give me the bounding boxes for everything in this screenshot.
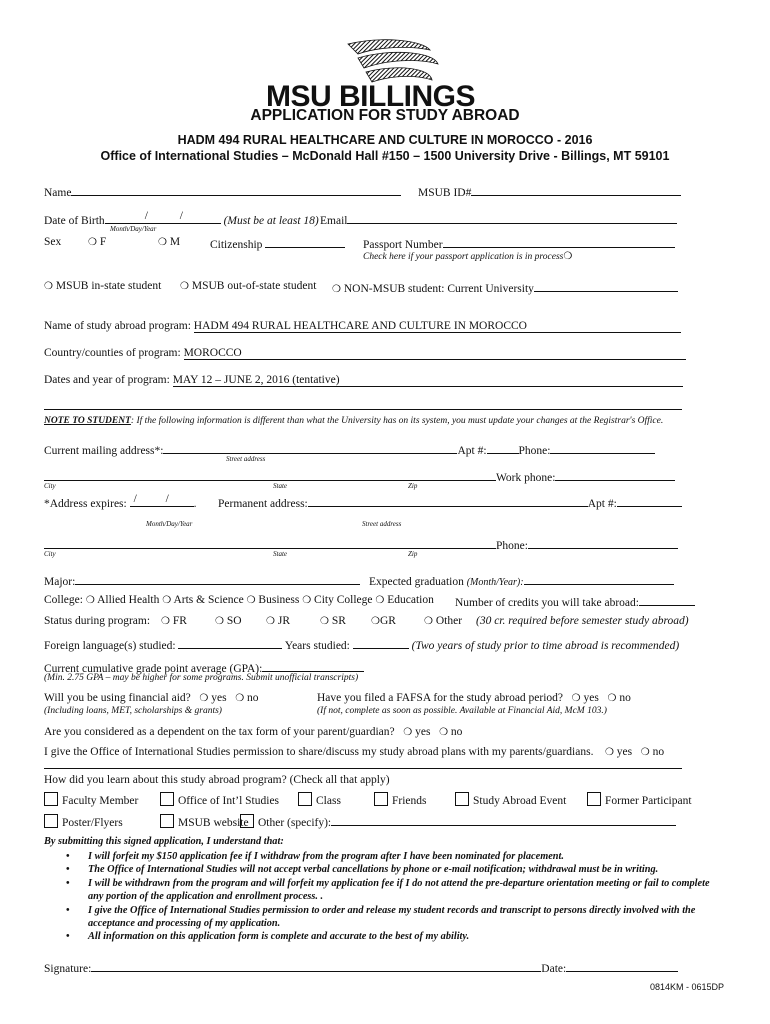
certification-lead: By submitting this signed application, I understand that: [44, 836, 284, 847]
learn-poster-flyers: Poster/Flyers [62, 817, 123, 829]
radio-circle-icon[interactable]: ❍ [199, 693, 209, 704]
gpa-field[interactable] [262, 660, 364, 672]
state-hint: State [273, 482, 287, 490]
course-subtitle: HADM 494 RURAL HEALTHCARE AND CULTURE IN MOROCCO - 2016 [177, 133, 593, 147]
checkbox-icon[interactable] [298, 792, 312, 806]
radio-circle-icon[interactable]: ❍ [571, 693, 581, 704]
work-phone-label: Work phone: [496, 472, 556, 484]
languages-label: Foreign language(s) studied: [44, 640, 176, 652]
permission-no: no [652, 746, 665, 758]
learn-study-abroad-event: Study Abroad Event [473, 795, 567, 807]
radio-circle-icon[interactable]: ❍ [266, 616, 275, 627]
fafsa-no: no [619, 692, 631, 704]
status-other: Other [435, 615, 463, 627]
list-item: • I will forfeit my $150 application fee if I withdraw from the program after I have been nominated for placement. [66, 851, 564, 862]
radio-circle-icon[interactable]: ❍ [302, 595, 312, 606]
graduation-field[interactable] [524, 573, 674, 585]
certification-list [44, 850, 724, 944]
credits-label: Number of credits you will take abroad: [455, 597, 639, 609]
dob-format-hint: Month/Day/Year [110, 225, 157, 233]
bullet-icon: • [66, 904, 70, 916]
languages-field[interactable] [178, 637, 282, 649]
apt-field[interactable] [487, 442, 519, 454]
sex-m-label: M [169, 236, 181, 248]
college-business: Business [258, 594, 300, 606]
city2-hint: City [44, 550, 56, 558]
fafsa-note: (If not, complete as soon as possible. Available at Financial Aid, McM 103.) [317, 706, 607, 716]
learn-faculty-member: Faculty Member [62, 795, 139, 807]
street2-hint: Street address [362, 520, 402, 528]
divider [44, 409, 682, 410]
dob-field[interactable]: / / [105, 212, 221, 224]
fafsa-yes: yes [583, 692, 599, 704]
graduation-format: (Month/Year): [466, 577, 524, 588]
permanent-address-label: Permanent address: [218, 498, 308, 510]
phone2-label: Phone: [496, 540, 528, 552]
radio-circle-icon[interactable]: ❍ [403, 727, 413, 738]
program-value: HADM 494 RURAL HEALTHCARE AND CULTURE IN MOROCCO [194, 320, 681, 333]
office-address: Office of International Studies – McDonald Hall #150 – 1500 University Drive - Billings, MT 59101 [100, 149, 670, 163]
checkbox-icon[interactable] [160, 814, 174, 828]
bullet-icon: • [66, 851, 70, 862]
radio-circle-icon[interactable]: ❍ [424, 616, 433, 627]
mailing-address-field[interactable] [163, 442, 457, 454]
radio-circle-icon[interactable]: ❍ [332, 284, 341, 295]
nonmsub-label: NON-MSUB student: Current University [343, 283, 534, 295]
msub-id-field[interactable] [471, 184, 681, 196]
learn-former-participant: Former Participant [605, 795, 692, 807]
radio-circle-icon[interactable]: ❍ [439, 727, 449, 738]
learn-other-field[interactable] [331, 814, 676, 826]
instate-label: MSUB in-state student [55, 280, 162, 292]
permanent-city-field[interactable] [44, 537, 496, 549]
list-item: • All information on this application form is complete and accurate to the best of my ability. [66, 931, 470, 943]
passport-label: Passport Number [363, 239, 443, 251]
expires-format-hint: Month/Day/Year [146, 520, 193, 528]
signature-field[interactable] [91, 960, 541, 972]
logo-wordmark: MSU BILLINGS [266, 80, 475, 113]
dates-value: MAY 12 – JUNE 2, 2016 (tentative) [173, 374, 683, 387]
radio-circle-icon[interactable]: ❍ [371, 616, 380, 627]
graduation-label: Expected graduation [369, 576, 464, 588]
note-lead: NOTE TO STUDENT [44, 416, 131, 426]
apt-label: Apt #: [457, 445, 487, 457]
radio-circle-icon[interactable]: ❍ [640, 747, 650, 758]
radio-circle-icon[interactable]: ❍ [607, 693, 617, 704]
country-value: MOROCCO [184, 347, 686, 360]
bullet-icon: • [66, 931, 70, 943]
radio-circle-icon[interactable]: ❍ [235, 693, 245, 704]
learn-other: Other (specify): [258, 817, 332, 829]
zip2-hint: Zip [408, 550, 418, 558]
bullet-icon: • [66, 877, 70, 889]
phone2-field[interactable] [528, 537, 678, 549]
street-hint: Street address [226, 455, 266, 463]
checkbox-icon[interactable] [160, 792, 174, 806]
gpa-note: (Min. 2.75 GPA – may be higher for some programs. Submit unofficial transcripts) [44, 673, 359, 683]
status-sr: SR [331, 615, 346, 627]
learn-office-intl: Office of Int’l Studies [178, 795, 280, 807]
radio-circle-icon[interactable]: ❍ [85, 595, 95, 606]
citizenship-label: Citizenship [210, 239, 263, 251]
form-code: 0814KM - 0615DP [650, 982, 725, 992]
citizenship-field[interactable] [265, 236, 345, 248]
status-fr: FR [172, 615, 187, 627]
radio-circle-icon[interactable]: ❍ [44, 281, 53, 292]
years-note: (Two years of study prior to time abroad is recommended) [411, 640, 680, 652]
credits-field[interactable] [639, 594, 695, 606]
checkbox-icon[interactable] [240, 814, 254, 828]
work-phone-field[interactable] [555, 469, 675, 481]
dependent-yes: yes [415, 726, 431, 738]
status-label: Status during program: [44, 615, 151, 627]
radio-circle-icon[interactable]: ❍ [180, 281, 189, 292]
status-note: (30 cr. required before semester study abroad) [476, 615, 689, 627]
bullet-icon: • [66, 864, 70, 876]
permission-yes: yes [616, 746, 633, 758]
permanent-address-field[interactable] [308, 495, 588, 507]
college-allied-health: Allied Health [97, 594, 160, 606]
learn-msub-website: MSUB website [178, 817, 249, 829]
status-jr: JR [277, 615, 290, 627]
logo [262, 38, 512, 113]
expires-field[interactable]: / / [130, 495, 194, 507]
list-item: • The Office of International Studies will not accept verbal cancellations by phone or e-mail notification; withdrawal must be in writing. [66, 864, 659, 876]
major-label: Major: [44, 576, 76, 588]
date-label: Date: [541, 963, 567, 975]
sex-f-label: F [99, 236, 107, 248]
checkbox-icon[interactable] [455, 792, 469, 806]
gpa-label: Current cumulative grade point average (GPA): [44, 663, 263, 675]
email-field[interactable] [347, 212, 677, 224]
radio-circle-icon[interactable]: ❍ [215, 616, 224, 627]
list-item: • I give the Office of International Studies permission to order and release my student records and transcript to persons directly involved with the acceptance and processing of my application. [66, 904, 696, 930]
form-title: APPLICATION FOR STUDY ABROAD [250, 107, 520, 124]
college-label: College: [44, 594, 83, 606]
passport-process-label: Check here if your passport application is in process [363, 252, 564, 262]
checkbox-icon[interactable] [44, 792, 58, 806]
phone-field[interactable] [550, 442, 655, 454]
expires-label: *Address expires: [44, 498, 127, 510]
aid-note: (Including loans, MET, scholarships & grants) [44, 706, 222, 716]
status-so: SO [226, 615, 242, 627]
radio-circle-icon[interactable]: ❍ [88, 237, 97, 248]
status-gr: GR [379, 615, 396, 627]
radio-circle-icon[interactable]: ❍ [375, 595, 385, 606]
checkbox-icon[interactable] [44, 814, 58, 828]
apt2-field[interactable] [617, 495, 682, 507]
list-item: • I will be withdrawn from the program and will forfeit my application fee if I do not attend the pre-departure orientation meeting or fail to complete any portion of the application and enrollment process. . [66, 877, 710, 903]
radio-circle-icon[interactable]: ❍ [563, 251, 573, 262]
checkbox-icon[interactable] [374, 792, 388, 806]
radio-circle-icon[interactable]: ❍ [246, 595, 256, 606]
radio-circle-icon[interactable]: ❍ [161, 616, 170, 627]
name-field[interactable] [71, 184, 401, 196]
aid-yes: yes [211, 692, 227, 704]
city-hint: City [44, 482, 56, 490]
years-label: Years studied: [284, 640, 350, 652]
passport-field[interactable] [443, 236, 675, 248]
phone-label: Phone: [518, 445, 551, 457]
major-field[interactable] [75, 573, 360, 585]
learn-question: How did you learn about this study abroad program? (Check all that apply) [44, 774, 390, 786]
permission-question: I give the Office of International Studies permission to share/discuss my study abroad plans with my parents/guardians. [44, 746, 594, 758]
sex-label: Sex [44, 236, 62, 248]
dependent-question: Are you considered as a dependent on the tax form of your parent/guardian? [44, 726, 395, 738]
dependent-no: no [450, 726, 463, 738]
date-field[interactable] [566, 960, 678, 972]
zip-hint: Zip [408, 482, 418, 490]
years-field[interactable] [353, 637, 409, 649]
msub-id-label: MSUB ID# [418, 187, 472, 199]
dob-hint: (Must be at least 18) [223, 215, 319, 227]
college-education: Education [387, 594, 434, 606]
radio-circle-icon[interactable]: ❍ [162, 595, 172, 606]
country-label: Country/counties of program: [44, 347, 181, 359]
radio-circle-icon[interactable]: ❍ [604, 747, 614, 758]
signature-label: Signature: [44, 963, 92, 975]
radio-circle-icon[interactable]: ❍ [320, 616, 329, 627]
learn-friends: Friends [392, 795, 427, 807]
checkbox-icon[interactable] [587, 792, 601, 806]
outstate-label: MSUB out-of-state student [191, 280, 317, 292]
radio-circle-icon[interactable]: ❍ [158, 237, 167, 248]
dates-label: Dates and year of program: [44, 374, 170, 386]
divider [44, 768, 682, 769]
university-field[interactable] [534, 280, 678, 292]
fafsa-question: Have you filed a FAFSA for the study abroad period? [317, 692, 564, 704]
city-state-zip-field[interactable] [44, 469, 496, 481]
apt2-label: Apt #: [587, 498, 617, 510]
name-label: Name [44, 187, 72, 199]
aid-no: no [247, 692, 259, 704]
note-text: : If the following information is different than what the University has on its system, you must update your changes at the Registrar's Office. [130, 416, 664, 426]
program-label: Name of study abroad program: [44, 320, 191, 332]
college-city-college: City College [314, 594, 373, 606]
college-arts-science: Arts & Science [173, 594, 244, 606]
mailing-address-label: Current mailing address*: [44, 445, 164, 457]
learn-class: Class [316, 795, 341, 807]
state2-hint: State [273, 550, 287, 558]
email-label: Email [320, 215, 348, 227]
dob-label: Date of Birth [44, 215, 105, 227]
aid-question: Will you be using financial aid? [44, 692, 191, 704]
